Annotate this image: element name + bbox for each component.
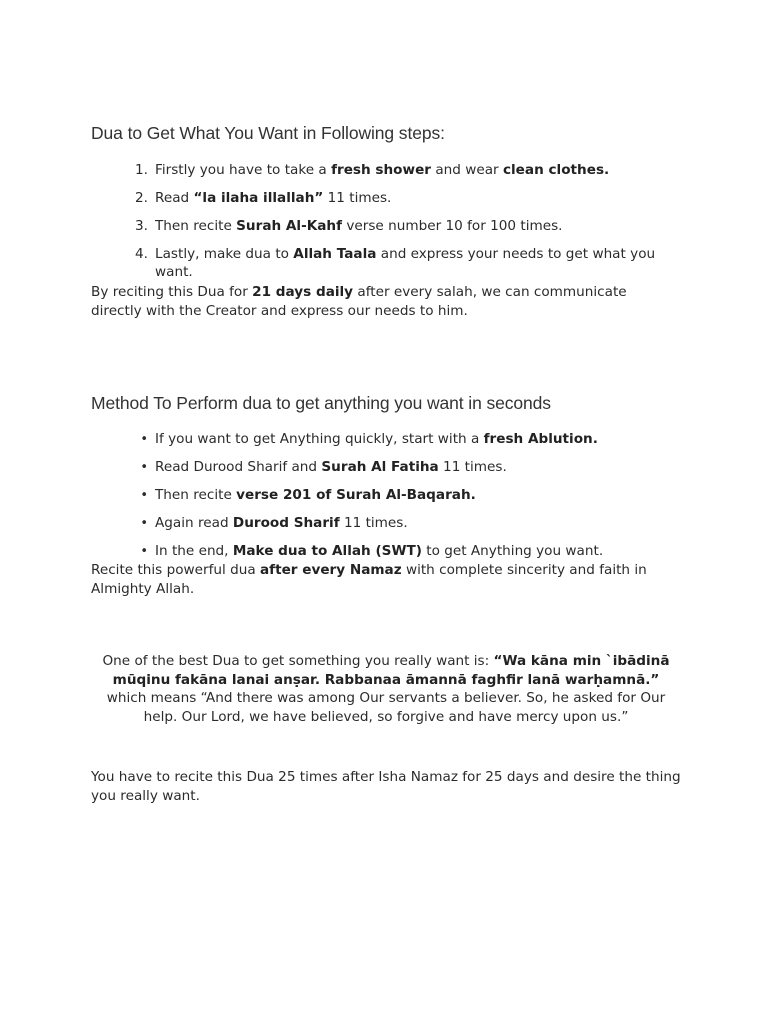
bold-text-run: Durood Sharif <box>232 515 340 531</box>
list-item-text <box>155 543 675 561</box>
section2-closing-paragraph <box>91 561 681 598</box>
text-run: to get Anything you want. <box>421 543 604 559</box>
bold-text-run: fresh shower <box>331 162 432 178</box>
bold-text-run: Surah Al-Kahf <box>236 218 343 234</box>
text-run: which means “And there was among Our servants a believer. So, he asked for Our help. Our Lord, we have believed, so forgive and have mercy upon us.” <box>106 690 666 725</box>
text-run: In the end, <box>155 543 233 559</box>
text-run: and express your needs to get what you want. <box>155 246 656 280</box>
text-run: after every salah, we can communicate directly with the Creator and express our needs to him. <box>91 284 627 319</box>
list-marker: • <box>140 460 148 475</box>
list-marker: 4. <box>135 246 148 262</box>
list-marker: • <box>140 516 148 531</box>
list-item-text <box>155 162 675 180</box>
text-run: Read Durood Sharif and <box>155 459 322 475</box>
text-run: with complete sincerity and faith in Almighty Allah. <box>91 562 647 597</box>
list-item-text <box>155 218 675 236</box>
text-run: 11 times. <box>323 190 392 206</box>
text-run: Then recite <box>155 218 237 234</box>
list-marker: • <box>140 488 148 503</box>
bold-text-run: Surah Al Fatiha <box>321 459 439 475</box>
text-run: Recite this powerful dua <box>91 562 260 578</box>
list-item-text <box>155 190 675 208</box>
section1-closing-paragraph <box>91 283 681 320</box>
bold-text-run: Make dua to Allah (SWT) <box>232 543 422 559</box>
final-paragraph: You have to recite this Dua 25 times after Isha Namaz for 25 days and desire the thing you really want. <box>91 769 681 804</box>
text-run: By reciting this Dua for <box>91 284 253 300</box>
list-marker: • <box>140 432 148 447</box>
text-run: and wear <box>431 162 503 178</box>
list-item-text <box>155 246 675 281</box>
text-run: Then recite <box>155 487 237 503</box>
text-run: Firstly you have to take a <box>155 162 332 178</box>
bold-text-run: verse 201 of Surah Al-Baqarah. <box>236 487 476 503</box>
list-marker: 3. <box>135 218 148 234</box>
bold-text-run: clean clothes. <box>502 162 610 178</box>
text-run: If you want to get Anything quickly, start with a <box>155 431 484 447</box>
bold-text-run: after every Namaz <box>260 562 402 578</box>
dua-quote-paragraph <box>91 652 681 726</box>
text-run: Again read <box>155 515 233 531</box>
section2-heading: Method To Perform dua to get anything you want in seconds <box>91 393 551 413</box>
list-marker: 1. <box>135 162 148 178</box>
text-run: 11 times. <box>438 459 507 475</box>
bold-text-run: Allah Taala <box>293 246 377 262</box>
bold-text-run: fresh Ablution. <box>483 431 598 447</box>
text-run: Read <box>155 190 194 206</box>
bold-text-run: 21 days daily <box>252 284 354 300</box>
text-run: Lastly, make dua to <box>155 246 294 262</box>
section1-heading: Dua to Get What You Want in Following steps: <box>91 123 445 143</box>
list-item-text <box>155 459 675 477</box>
text-run: verse number 10 for 100 times. <box>342 218 563 234</box>
list-item-text <box>155 487 675 505</box>
text-run: One of the best Dua to get something you really want is: <box>102 653 494 669</box>
bold-text-run: “la ilaha illallah” <box>193 190 324 206</box>
text-run: 11 times. <box>339 515 408 531</box>
list-marker: 2. <box>135 190 148 206</box>
list-marker: • <box>140 544 148 559</box>
list-item-text <box>155 431 675 449</box>
bold-text-run: “Wa kāna min `ibādinā mūqinu fakāna lanai anṣar. Rabbanaa āmannā faghfir lanā warḥamnā.” <box>112 653 670 688</box>
list-item-text <box>155 515 675 533</box>
